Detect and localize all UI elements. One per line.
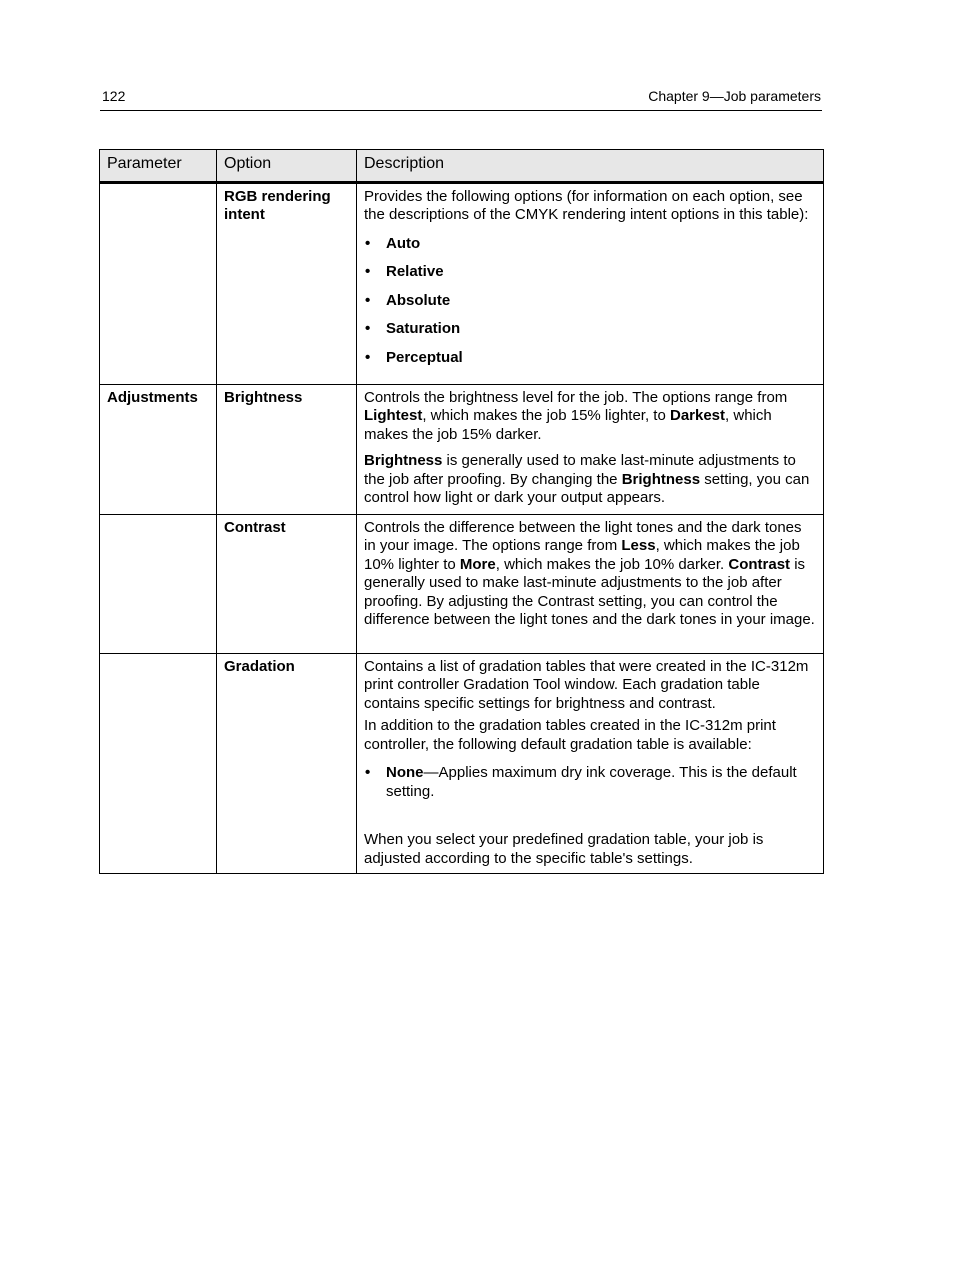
list-item: • Absolute bbox=[364, 292, 816, 311]
description-cell bbox=[357, 653, 824, 874]
list-item: • Perceptual bbox=[364, 349, 816, 368]
option-cell: Contrast bbox=[217, 514, 357, 653]
header-rule bbox=[100, 110, 822, 111]
list-item: • Auto bbox=[364, 235, 816, 254]
list-item: • Saturation bbox=[364, 320, 816, 339]
column-header-parameter: Parameter bbox=[100, 150, 217, 183]
description-paragraph: When you select your predefined gradation table, your job is adjusted according to the specific table's settings. bbox=[364, 831, 764, 867]
parameter-cell bbox=[100, 182, 217, 384]
table-row bbox=[100, 514, 824, 653]
table-row bbox=[100, 384, 824, 514]
description-paragraph: Controls the difference between the light tones and the dark tones in your image. The options range from Less, which makes the job 10% lighter to More, which makes the job 10% darker. Contrast is generally used to make last-minute adjustments to the job after proofing. By adjusting the Contrast setting, you can control the difference between the light tones and the dark tones in your image. bbox=[364, 518, 815, 628]
rendering-intent-list bbox=[364, 235, 816, 368]
option-cell: Brightness bbox=[217, 384, 357, 514]
running-head: Chapter 9—Job parameters bbox=[648, 88, 821, 104]
description-cell bbox=[357, 514, 824, 653]
list-item: • Relative bbox=[364, 263, 816, 282]
parameter-cell bbox=[100, 653, 217, 874]
parameter-cell: Adjustments bbox=[100, 384, 217, 514]
description-cell bbox=[357, 384, 824, 514]
description-paragraph: Brightness is generally used to make last-minute adjustments to the job after proofing. By changing the Brightness setting, you can control how light or dark your output appears. bbox=[364, 452, 810, 506]
description-intro: Provides the following options (for information on each option, see the descriptions of the CMYK rendering intent options in this table): bbox=[364, 187, 809, 223]
option-cell: Gradation bbox=[217, 653, 357, 874]
column-header-description: Description bbox=[357, 150, 824, 183]
page-number: 122 bbox=[102, 88, 126, 104]
column-header-option: Option bbox=[217, 150, 357, 183]
option-cell: RGB rendering intent bbox=[217, 182, 357, 384]
list-item: • None—Applies maximum dry ink coverage. This is the default setting. bbox=[364, 764, 816, 801]
gradation-table-list bbox=[364, 764, 816, 801]
description-paragraph: Contains a list of gradation tables that were created in the IC-312m print controller Gradation Tool window. Each gradation table contains specific settings for brightness and contrast. bbox=[364, 657, 809, 712]
table-row bbox=[100, 653, 824, 874]
description-paragraph: Controls the brightness level for the job. The options range from Lightest, which makes the job 15% lighter, to Darkest, which makes the job 15% darker. bbox=[364, 388, 788, 443]
table-row bbox=[100, 182, 824, 384]
parameters-table bbox=[99, 149, 824, 874]
description-cell bbox=[357, 182, 824, 384]
table-header-row bbox=[100, 150, 824, 183]
description-paragraph: In addition to the gradation tables created in the IC-312m print controller, the following default gradation table is available: bbox=[364, 717, 776, 753]
parameter-cell bbox=[100, 514, 217, 653]
